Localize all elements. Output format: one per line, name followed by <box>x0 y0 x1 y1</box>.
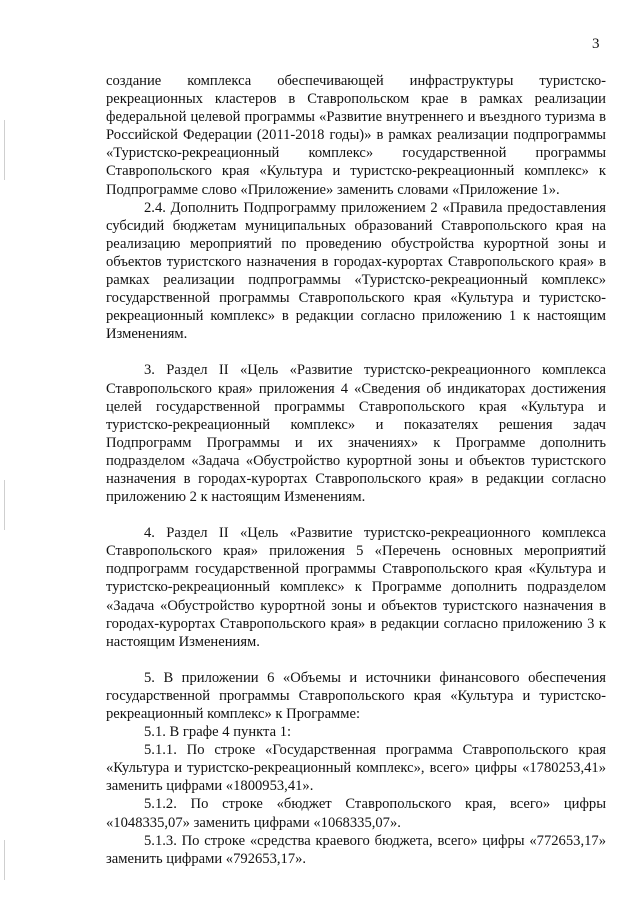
paragraph: 5.1. В графе 4 пункта 1: <box>144 724 292 741</box>
page-number: 3 <box>592 36 600 52</box>
paragraph: создание комплекса обеспечивающей инфраструктуры туристско-рекреационных кластеров в Ставропольском крае в рамках реализации федеральной целевой программы «Развитие внутреннего и въездного туризма в Российской Федерации (2011-2018 годы)» в рамках реализации подпрограммы «Туристско-рекреационный комплекс» государственной программы Ставропольского края «Культура и туристско-рекреационный комплекс» к Подпрограмме слово «Приложение» заменить словами «Приложение 1». <box>106 73 606 198</box>
paragraph: 2.4. Дополнить Подпрограмму приложением 2 «Правила предоставления субсидий бюджетам муниципальных образований Ставропольского края на реализацию мероприятий по проведению обустройства курортной зоны и объектов туристского назначения в городах-курортах Ставропольского края» в рамках реализации подпрограммы «Туристско-рекреационный комплекс» государственной программы Ставропольского края «Культура и туристско-рекреационный комплекс» в редакции согласно приложению 1 к настоящим Изменениям. <box>106 199 606 343</box>
scan-edge-mark <box>4 480 5 530</box>
paragraph: 3. Раздел II «Цель «Развитие туристско-рекреационного комплекса Ставропольского края» приложения 4 «Сведения об индикаторах достижения целей государственной программы Ставропольского края «Культура и туристско-рекреационный комплекс» и показателях решения задач Подпрограмм Программы и их значениях» к Программе дополнить подразделом «Задача «Обустройство курортной зоны и объектов туристского назначения в городах-курортах Ставропольского края» в редакции согласно приложению 2 к настоящим Изменениям. <box>106 362 606 506</box>
paragraph: 5.1.2. По строке «бюджет Ставропольского края, всего» цифры «1048335,07» заменить цифрами «1068335,07». <box>106 796 606 831</box>
paragraph: 5.1.3. По строке «средства краевого бюджета, всего» цифры «772653,17» заменить цифрами «792653,17». <box>106 832 606 867</box>
scan-edge-mark <box>4 120 5 180</box>
document-body <box>106 72 606 868</box>
paragraph: 4. Раздел II «Цель «Развитие туристско-рекреационного комплекса Ставропольского края» приложения 5 «Перечень основных мероприятий подпрограмм государственной программы Ставропольского края «Культура и туристско-рекреационный комплекс» к Программе дополнить подразделом «Задача «Обустройство курортной зоны и объектов туристского назначения в городах-курортах Ставропольского края» в редакции согласно приложению 3 к настоящим Изменениям. <box>106 525 606 650</box>
paragraph: 5.1.1. По строке «Государственная программа Ставропольского края «Культура и туристско-рекреационный комплекс», всего» цифры «1780253,41» заменить цифрами «1800953,41». <box>106 742 606 795</box>
paragraph: 5. В приложении 6 «Объемы и источники финансового обеспечения государственной программы Ставропольского края «Культура и туристско-рекреационный комплекс» к Программе: <box>106 669 606 722</box>
scan-edge-mark <box>4 840 5 880</box>
